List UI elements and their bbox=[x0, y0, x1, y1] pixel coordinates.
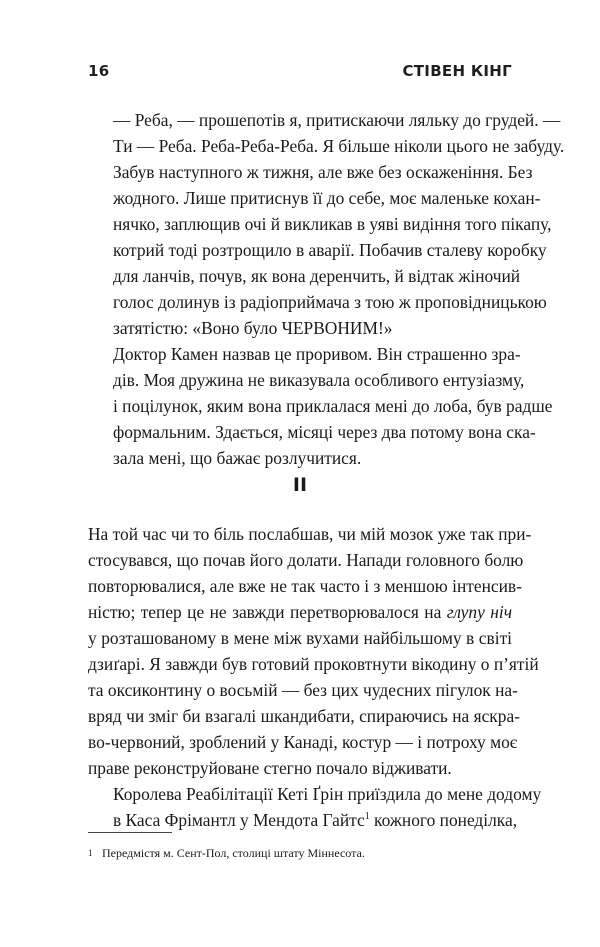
text-line: Королева Реабілітації Кеті Ґрін приїздила до мене додому bbox=[113, 784, 542, 804]
text-run: кожного понеділка, bbox=[369, 810, 518, 830]
paragraph bbox=[88, 341, 553, 471]
text-line: вряд чи зміг би взагалі шкандибати, спираючись на яскра- bbox=[88, 706, 520, 726]
paragraph bbox=[88, 781, 542, 833]
text-run: в Каса Фрімантл у Мендота Гайтс bbox=[113, 810, 365, 830]
text-line bbox=[88, 599, 512, 625]
paragraph bbox=[88, 107, 565, 159]
text-line: формальним. Здається, місяці через два потому вона ска- bbox=[113, 422, 536, 442]
running-header bbox=[88, 62, 512, 80]
text-line: дзиґарі. Я завжди був готовий проковтнути вікодину о п’ятій bbox=[88, 654, 539, 674]
text-line: котрий тоді розтрощило в аварії. Побачив сталеву коробку bbox=[113, 240, 547, 260]
text-line: Ти — Реба. Реба-Реба-Реба. Я більше ніколи цього не забуду. bbox=[113, 136, 565, 156]
running-author: СТІВЕН КІНГ bbox=[402, 62, 512, 80]
text-line: та оксиконтину о восьмій — без цих чудесних пігулок на- bbox=[88, 680, 518, 700]
text-line: Забув наступного ж тижня, але вже без оскаженіння. Без bbox=[113, 162, 533, 182]
section-heading: II bbox=[292, 474, 308, 496]
footnote-reference[interactable]: 1 bbox=[364, 811, 370, 823]
paragraph bbox=[88, 159, 552, 341]
text-line: нячко, заплющив очі й викликав в уяві видіння того пікапу, bbox=[113, 214, 552, 234]
text-line: для ланчів, почув, як вона деренчить, й відтак жіночий bbox=[113, 266, 521, 286]
footnote-mark: 1 bbox=[88, 848, 93, 858]
text-line: На той час чи то біль послабшав, чи мій мозок уже так при- bbox=[88, 524, 532, 544]
text-line: і поцілунок, яким вона приклалася мені до лоба, був радше bbox=[113, 396, 553, 416]
text-line: жодного. Лише притиснув її до себе, моє маленьке кохан- bbox=[113, 188, 541, 208]
text-line: голос долинув із радіоприймача з тою ж проповідницькою bbox=[113, 292, 547, 312]
footnote bbox=[88, 845, 512, 861]
italic-phrase: глупу ніч bbox=[446, 602, 512, 622]
text-line: праве реконструйоване стегно почало відживати. bbox=[88, 758, 452, 778]
section-1-body bbox=[88, 107, 565, 471]
text-line bbox=[88, 807, 518, 833]
text-line: стосувався, що почав його долати. Напади головного болю bbox=[88, 550, 524, 570]
footnote-text: Передмістя м. Сент-Пол, столиці штату Міннесота. bbox=[102, 846, 365, 860]
text-line: затятістю: «Воно було ЧЕРВОНИМ!» bbox=[113, 318, 393, 338]
text-line: во-червоний, зроблений у Канаді, костур — і потроху моє bbox=[88, 732, 518, 752]
text-run: ністю; тепер це не завжди перетворювалося на bbox=[88, 602, 447, 622]
page-number: 16 bbox=[88, 62, 110, 80]
text-line: дів. Моя дружина не виказувала особливого ентузіазму, bbox=[113, 370, 525, 390]
section-2-body bbox=[88, 521, 542, 833]
text-line: Доктор Камен назвав це проривом. Він страшенно зра- bbox=[113, 344, 521, 364]
footnote-divider bbox=[88, 832, 172, 833]
text-line: у розташованому в мене між вухами найбільшому в світі bbox=[88, 628, 512, 648]
text-line: зала мені, що бажає розлучитися. bbox=[113, 448, 362, 468]
text-line: — Реба, — прошепотів я, притискаючи ляльку до грудей. — bbox=[113, 110, 561, 130]
paragraph bbox=[88, 521, 539, 781]
text-line: повторювалися, але вже не так часто і з меншою інтенсив- bbox=[88, 576, 522, 596]
